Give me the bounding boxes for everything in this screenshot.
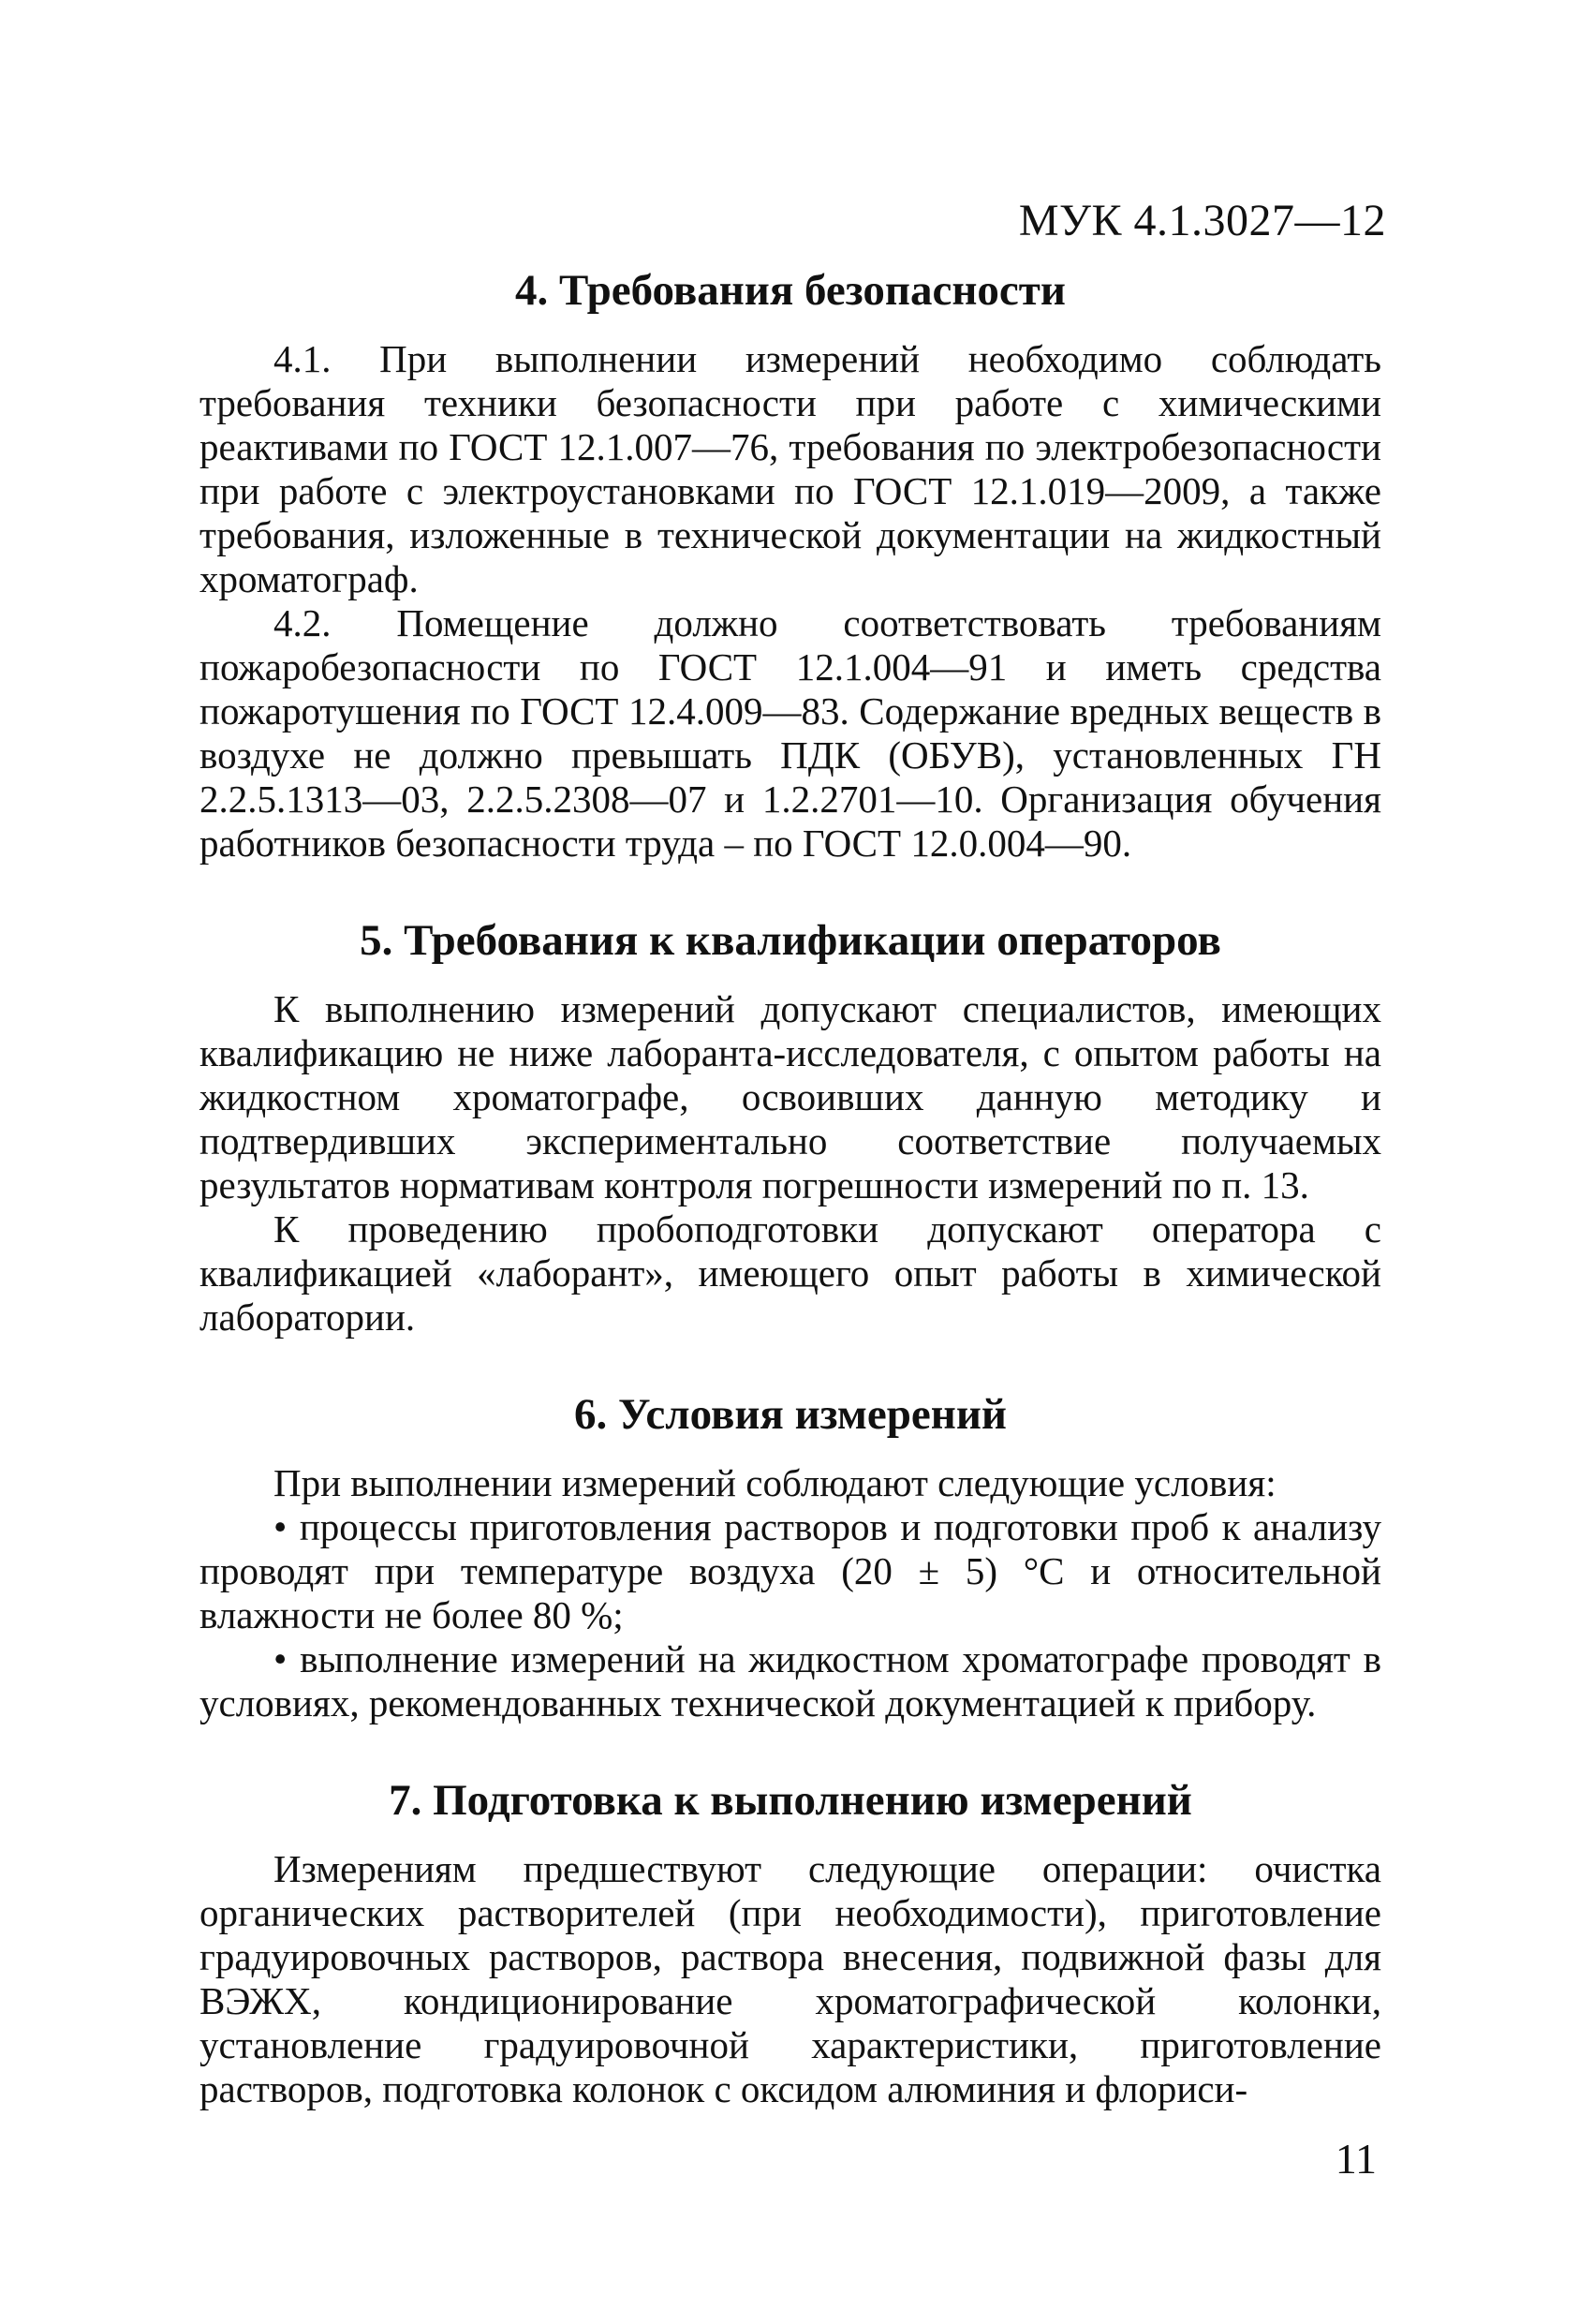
section-4-paragraph-1: 4.1. При выполнении измерений необходимо соблюдать требования техники безопасности при работе с химическими реактивами по ГОСТ 12.1.007—76, требования по электробезопасности при работе с электроустановками по ГОСТ 12.1.019—2009, а также требования, изложенные в технической документации на жидкостный хроматограф. [199,337,1381,600]
document-code: МУК 4.1.3027—12 [1018,196,1386,245]
section-6-heading: 6. Условия измерений [573,1390,1008,1439]
page-number: 11 [1335,2135,1377,2183]
section-6-bullet-2: • выполнение измерений на жидкостном хроматографе проводят в условиях, рекомендованных технической документацией к прибору. [199,1637,1381,1724]
section-5-paragraph-2: К проведению пробоподготовки допускают оператора с квалификацией «лаборант», имеющего опыт работы в химической лаборатории. [199,1207,1381,1339]
section-4-heading: 4. Требования безопасности [515,266,1066,315]
section-6-intro: При выполнении измерений соблюдают следующие условия: [273,1461,1277,1504]
section-4-paragraph-2: 4.2. Помещение должно соответствовать требованиям пожаробезопасности по ГОСТ 12.1.004—91 и иметь средства пожаротушения по ГОСТ 12.4.009—83. Содержание вредных веществ в воздухе не должно превышать ПДК (ОБУВ), установленных ГН 2.2.5.1313—03, 2.2.5.2308—07 и 1.2.2701—10. Организация обучения работников безопасности труда – по ГОСТ 12.0.004—90. [199,601,1381,865]
section-7-heading: 7. Подготовка к выполнению измерений [389,1776,1192,1825]
page-content [199,264,1381,2111]
section-7-paragraph-1: Измерениям предшествуют следующие операции: очистка органических растворителей (при необходимости), приготовление градуировочных растворов, раствора внесения, подвижной фазы для ВЭЖХ, кондиционирование хроматографической колонки, установление градуировочной характеристики, приготовление растворов, подготовка колонок с оксидом алюминия и флориси- [199,1847,1381,2110]
section-5-heading: 5. Требования к квалификации операторов [360,916,1221,965]
section-6-bullet-1: • процессы приготовления растворов и подготовки проб к анализу проводят при температуре воздуха (20 ± 5) °С и относительной влажности не более 80 %; [199,1505,1381,1636]
section-5-paragraph-1: К выполнению измерений допускают специалистов, имеющих квалификацию не ниже лаборанта-исследователя, с опытом работы на жидкостном хроматографе, освоивших данную методику и подтвердивших экспериментально соответствие получаемых результатов нормативам контроля погрешности измерений по п. 13. [199,987,1381,1206]
